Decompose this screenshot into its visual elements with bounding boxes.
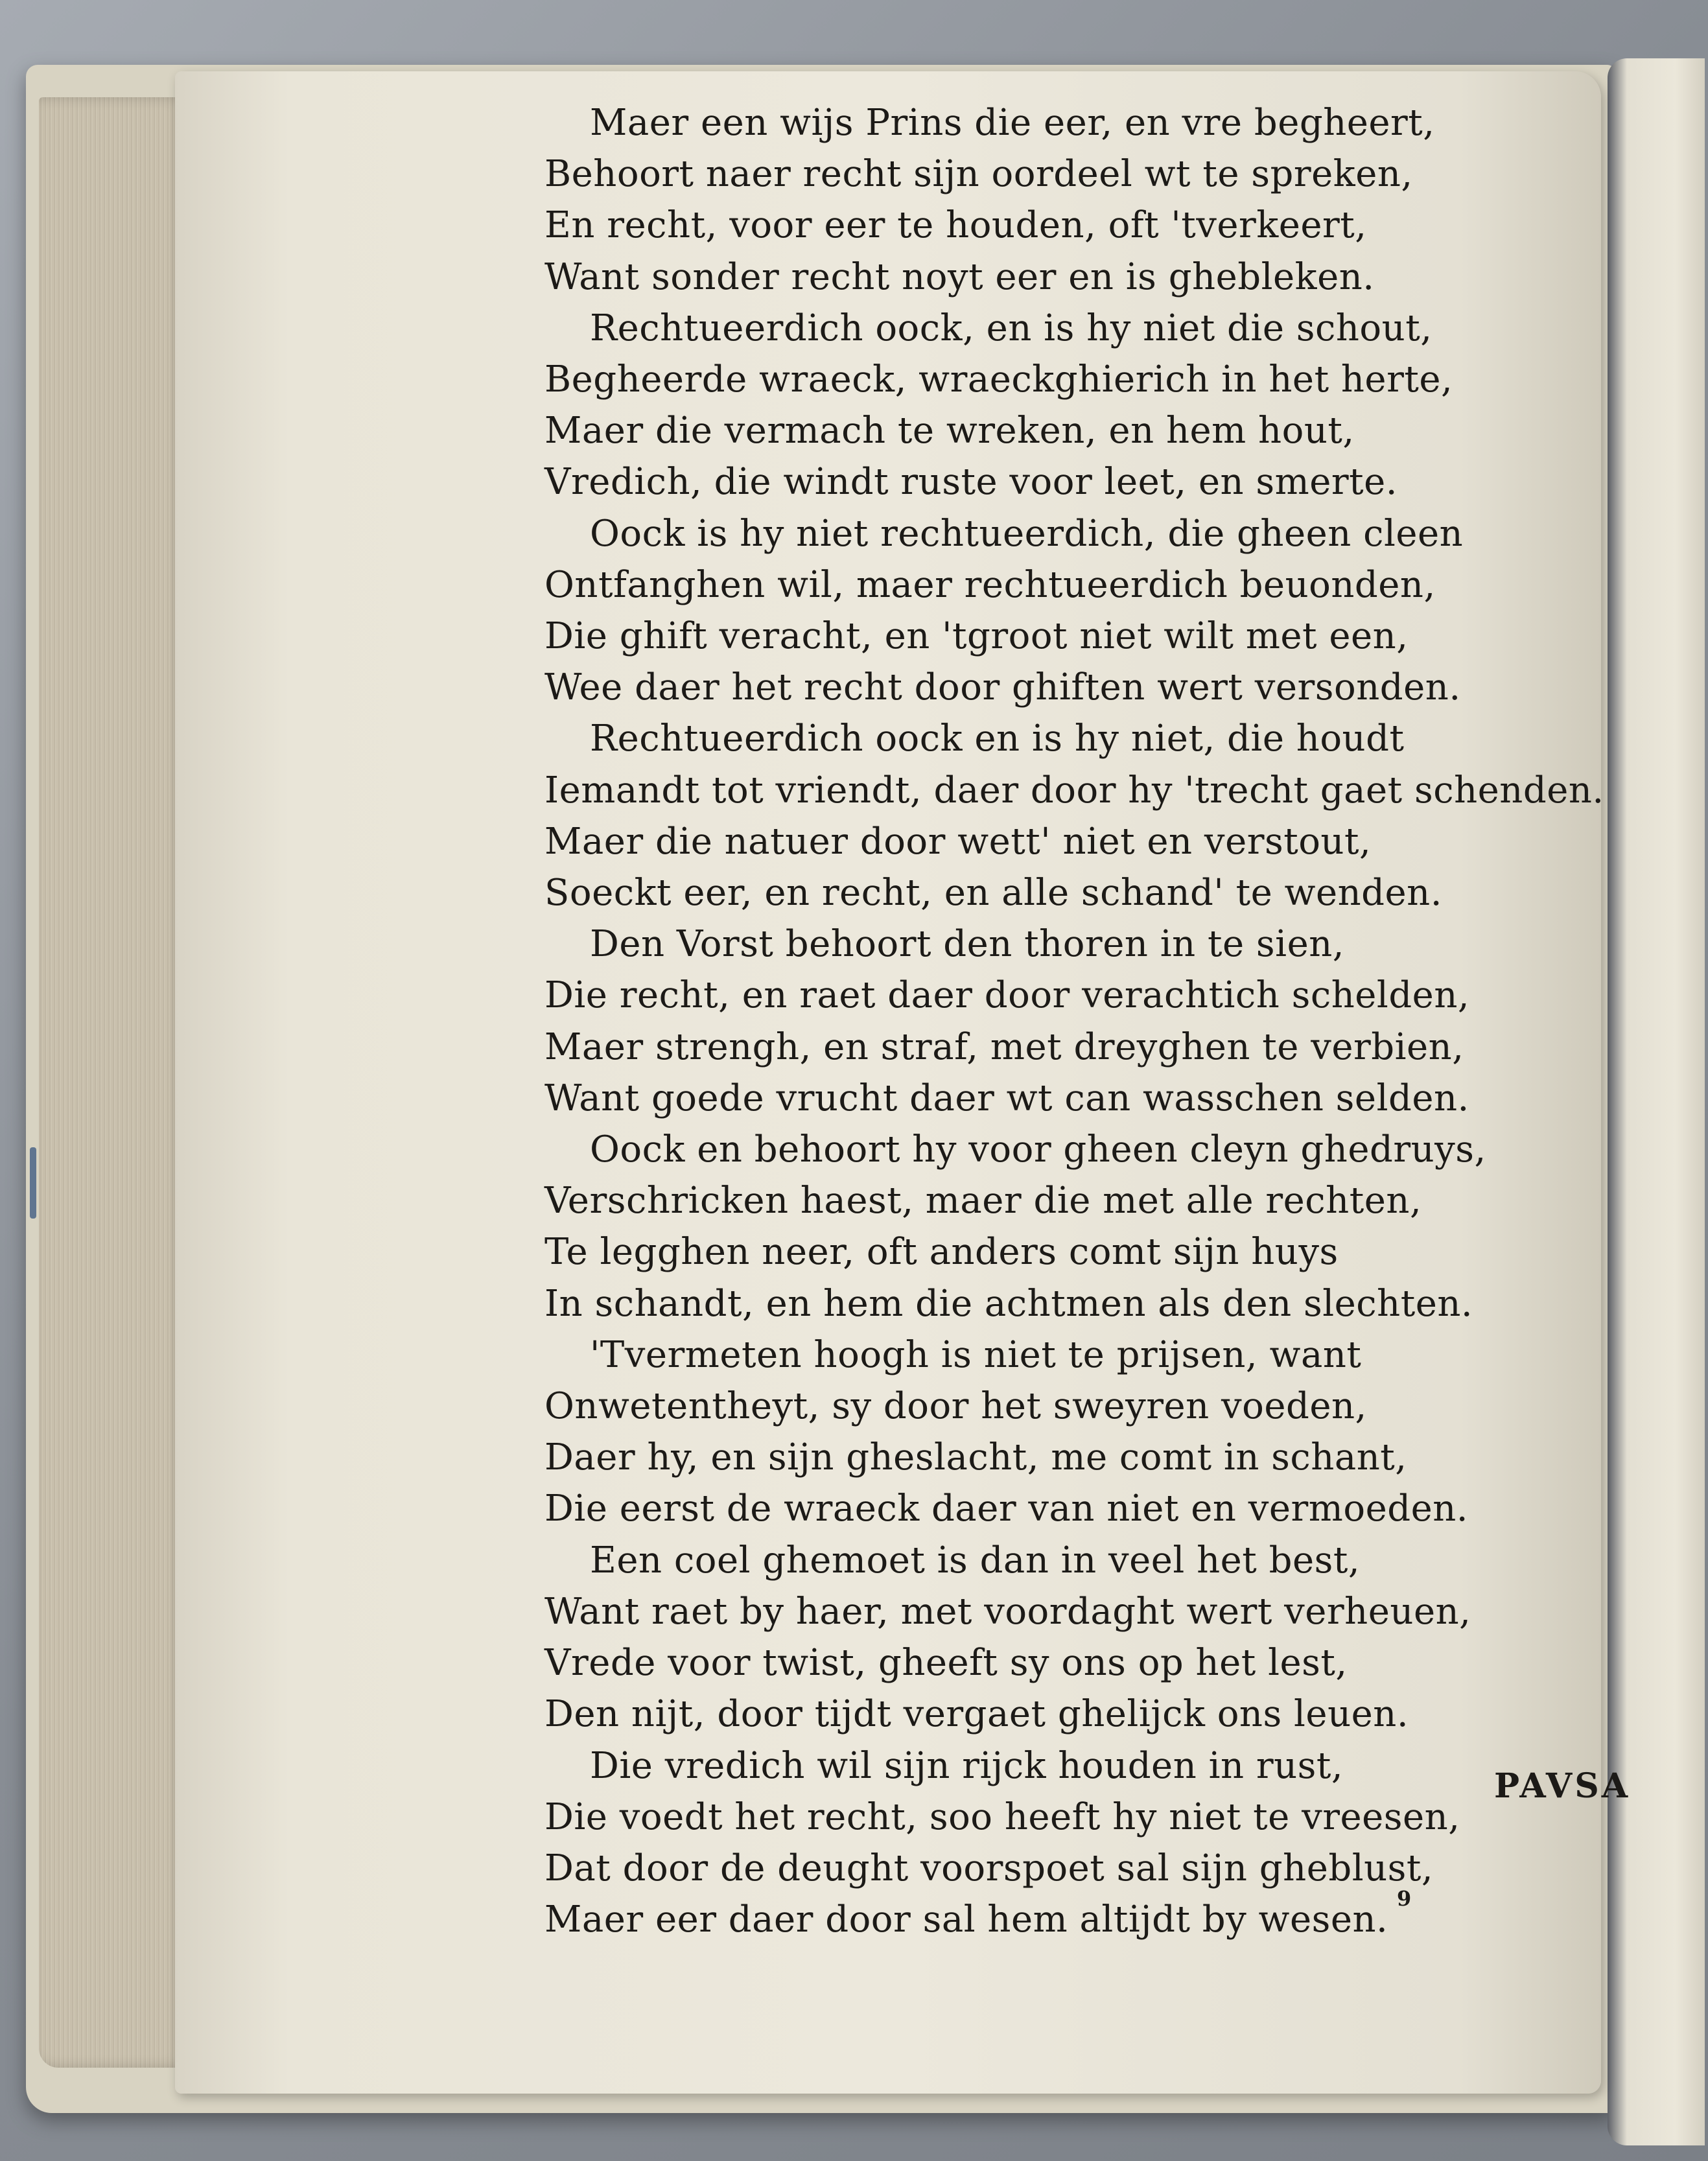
verse-line: Maer die natuer door wett' niet en verstout, [544, 820, 1372, 863]
verse-line: En recht, voor eer te houden, oft 'tverkeert, [544, 204, 1367, 247]
verse-line: Maer een wijs Prins die eer, en vre begheert, [590, 102, 1435, 144]
verse-line: Vredich, die windt ruste voor leet, en smerte. [544, 461, 1398, 504]
verse-line: Den nijt, door tijdt vergaet ghelijck ons leuen. [544, 1693, 1409, 1736]
blue-ink-mark [30, 1147, 36, 1219]
verse-line: Die vredich wil sijn rijck houden in rust, [590, 1744, 1344, 1787]
verse-line: Onwetentheyt, sy door het sweyren voeden, [544, 1385, 1367, 1428]
verse-line: Iemandt tot vriendt, daer door hy 'trecht gaet schenden. [544, 769, 1604, 812]
verse-line: Behoort naer recht sijn oordeel wt te spreken, [544, 153, 1413, 196]
page-edges [39, 97, 188, 2068]
verse-line: Die eerst de wraeck daer van niet en vermoeden. [544, 1488, 1469, 1530]
verse-line: Maer eer daer door sal hem altijdt by wesen. [544, 1898, 1388, 1941]
verse-line: Een coel ghemoet is dan in veel het best, [590, 1539, 1361, 1582]
signature-mark: 9 [1397, 1886, 1412, 1911]
verse-line: Ontfanghen wil, maer rechtueerdich beuonden, [544, 563, 1436, 606]
verse-line: Te legghen neer, oft anders comt sijn huys [544, 1231, 1339, 1274]
verse-line: In schandt, en hem die achtmen als den slechten. [544, 1282, 1473, 1325]
catchword: PAVSA [1494, 1766, 1631, 1806]
verse-line: Daer hy, en sijn gheslacht, me comt in schant, [544, 1436, 1407, 1479]
verse-line: Oock is hy niet rechtueerdich, die gheen cleen [590, 512, 1464, 555]
verse-line: Maer strengh, en straf, met dreyghen te verbien, [544, 1025, 1464, 1068]
verse-line: 'Tvermeten hoogh is niet te prijsen, want [590, 1333, 1362, 1376]
verse-line: Oock en behoort hy voor gheen cleyn ghedruys, [590, 1128, 1486, 1171]
verse-line: Dat door de deught voorspoet sal sijn gheblust, [544, 1847, 1434, 1889]
verse-line: Den Vorst behoort den thoren in te sien, [590, 923, 1345, 966]
verse-line: Die voedt het recht, soo heeft hy niet te vreesen, [544, 1795, 1460, 1838]
verse-line: Want raet by haer, met voordaght wert verheuen, [544, 1590, 1471, 1633]
verse-line: Verschricken haest, maer die met alle rechten, [544, 1180, 1422, 1222]
verse-line: Wee daer het recht door ghiften wert versonden. [544, 666, 1461, 709]
verse-line: Want sonder recht noyt eer en is ghebleken. [544, 255, 1375, 298]
verse-line: Rechtueerdich oock, en is hy niet die schout, [590, 307, 1433, 349]
facing-page-edge [1608, 58, 1705, 2145]
verse-line: Begheerde wraeck, wraeckghierich in het herte, [544, 358, 1453, 401]
verse-line: Die ghift veracht, en 'tgroot niet wilt met een, [544, 615, 1409, 658]
verse-line: Vrede voor twist, gheeft sy ons op het lest, [544, 1642, 1348, 1685]
verse-line: Want goede vrucht daer wt can wasschen selden. [544, 1077, 1469, 1119]
verse-line: Rechtueerdich oock en is hy niet, die houdt [590, 718, 1405, 760]
verse-line: Maer die vermach te wreken, en hem hout, [544, 410, 1355, 452]
verse-line: Die recht, en raet daer door verachtich schelden, [544, 974, 1470, 1017]
verse-line: Soeckt eer, en recht, en alle schand' te wenden. [544, 872, 1443, 915]
